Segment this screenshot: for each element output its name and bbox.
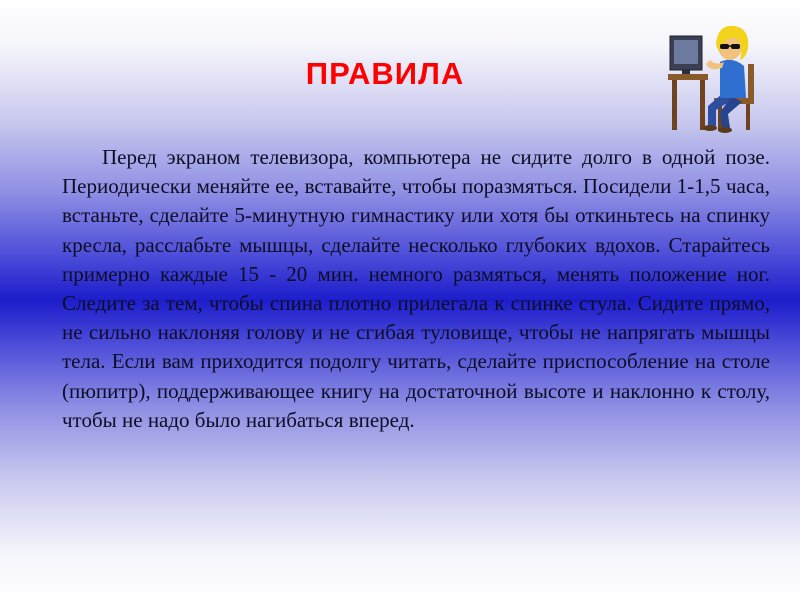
shoe — [703, 125, 717, 131]
person-torso — [720, 60, 746, 98]
slide-title: ПРАВИЛА — [305, 56, 465, 91]
chair-leg — [746, 104, 750, 130]
chair-back — [748, 64, 754, 104]
sunglasses — [731, 44, 740, 49]
desk-leg — [700, 80, 705, 130]
rules-paragraph: Перед экраном телевизора, компьютера не сидите долго в одной позе. Периодически меняйте ее, вставайте, чтобы поразмяться. Посидели 1-1,5 часа, встаньте, сделайте 5-минутную гимнастику или хотя бы откиньтесь на спинку кресла, расслабьте мышцы, сделайте несколько глубоких вдохов. Старайтесь примерно каждые 15 - 20 мин. немного размяться, менять положение ног. Следите за тем, чтобы спина плотно прилегала к спинке стула. Сидите прямо, не сильно наклоняя голову и не сгибая туловище, чтобы не напрягать мышцы тела. Если вам приходится подолгу читать, сделайте приспособление на столе (пюпитр), поддерживающее книгу на достаточной высоте и наклонно к столу, чтобы не надо было нагибаться вперед. — [62, 145, 770, 432]
sunglasses — [720, 44, 729, 49]
desk-top — [668, 74, 708, 80]
person-at-computer-icon — [660, 14, 770, 134]
shoe — [718, 127, 732, 133]
monitor-stand — [682, 70, 690, 74]
desk-leg — [672, 80, 677, 130]
monitor-screen — [674, 40, 698, 64]
